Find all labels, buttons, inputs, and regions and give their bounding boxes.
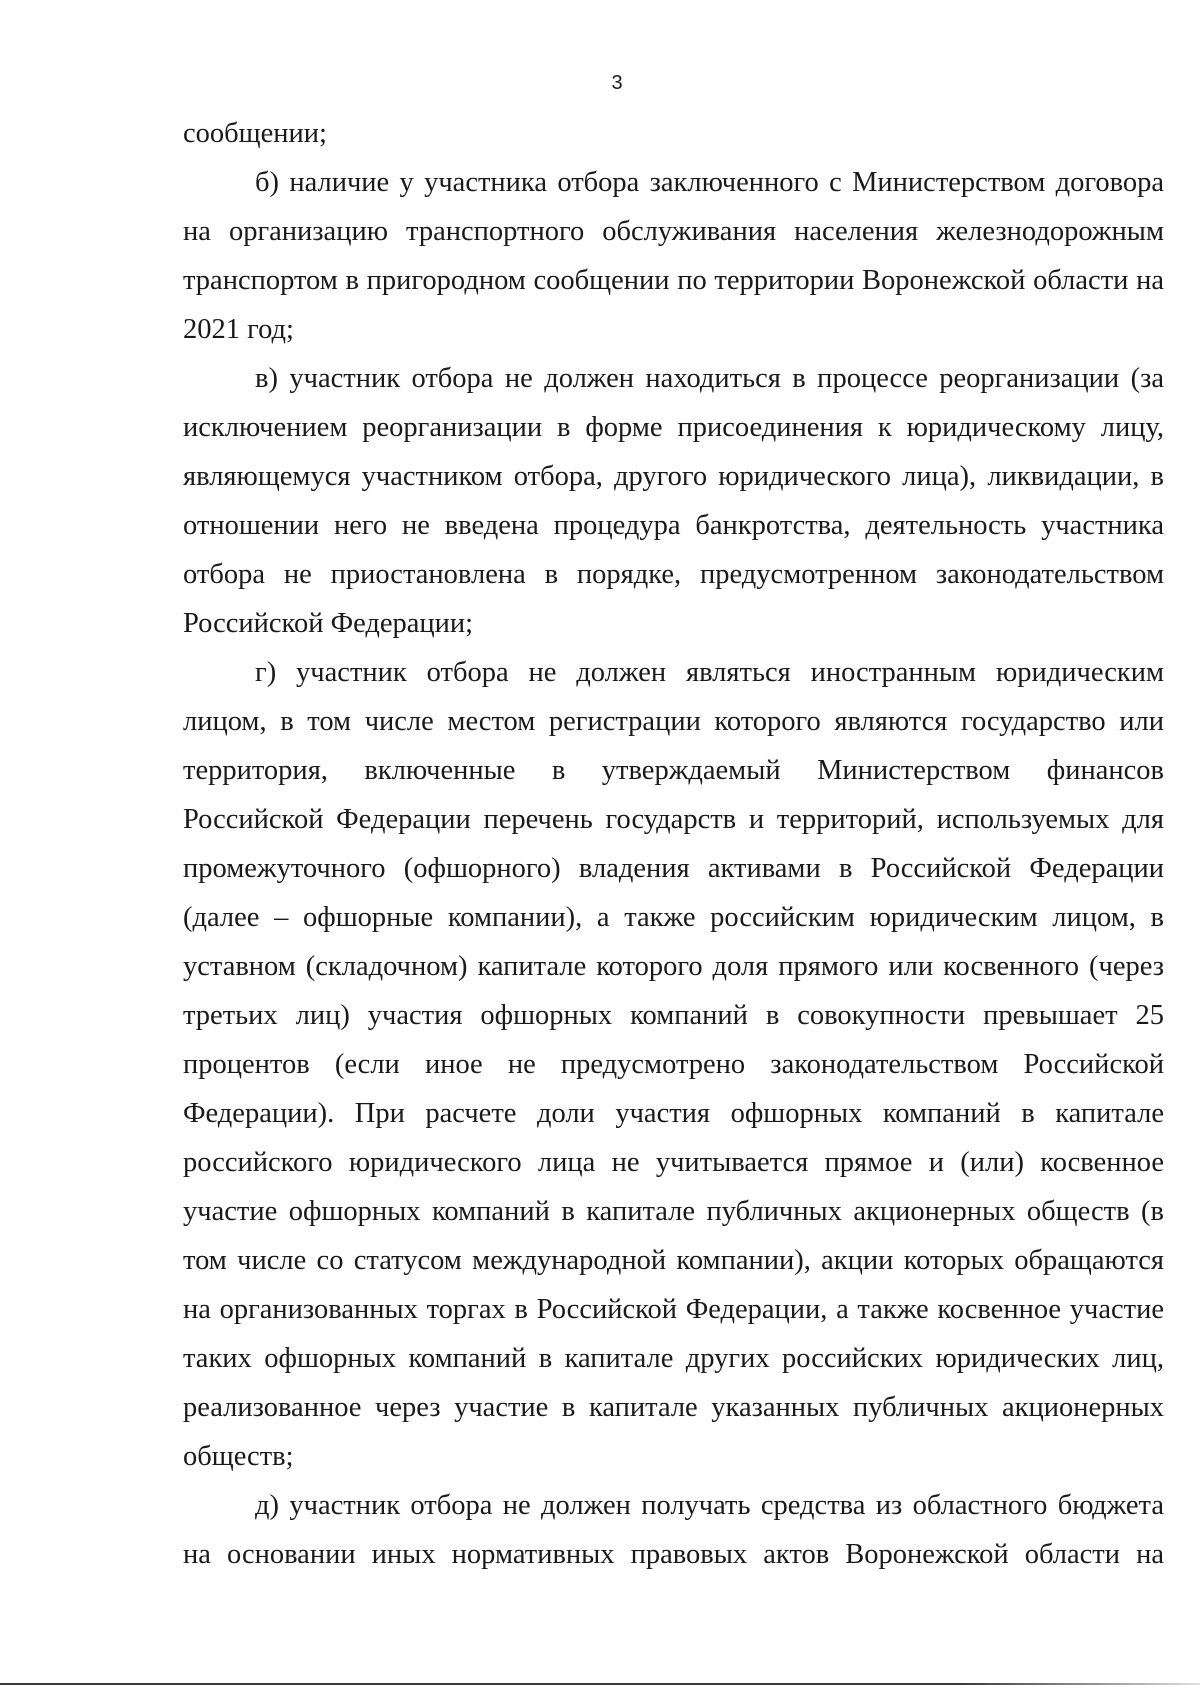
paragraph-item-d: д) участник отбора не должен получать средства из областного бюджета на основании иных нормативных правовых актов Воронежской области на xyxy=(183,1490,1164,1570)
document-body xyxy=(183,109,1164,1579)
page-number: 3 xyxy=(611,72,623,94)
paragraph-item-g: г) участник отбора не должен являться иностранным юридическим лицом, в том числе местом регистрации которого являются государство или территория, включенные в утверждаемый Министерством финансов Российской Федерации перечень государств и территорий, используемых для промежуточного (офшорного) владения активами в Российской Федерации (далее – офшорные компании), а также российским юридическим лицом, в уставном (складочном) капитале которого доля прямого или косвенного (через третьих лиц) участия офшорных компаний в совокупности превышает 25 процентов (если иное не предусмотрено законодательством Российской Федерации). При расчете доли участия офшорных компаний в капитале российского юридического лица не учитывается прямое и (или) косвенное участие офшорных компаний в капитале публичных акционерных обществ (в том числе со статусом международной компании), акции которых обращаются на организованных торгах в Российской Федерации, а также косвенное участие таких офшорных компаний в капитале других российских юридических лиц, реализованное через участие в капитале указанных публичных акционерных обществ; xyxy=(183,657,1164,1472)
scan-edge-line xyxy=(0,1683,1200,1685)
paragraph-continuation: сообщении; xyxy=(183,118,327,149)
paragraph-item-v: в) участник отбора не должен находиться в процессе реорганизации (за исключением реорганизации в форме присоединения к юридическому лицу, являющемуся участником отбора, другого юридического лица), ликвидации, в отношении него не введена процедура банкротства, деятельность участника отбора не приостановлена в порядке, предусмотренном законодательством Российской Федерации; xyxy=(183,363,1164,639)
paragraph-item-b: б) наличие у участника отбора заключенного с Министерством договора на организацию транспортного обслуживания населения железнодорожным транспортом в пригородном сообщении по территории Воронежской области на 2021 год; xyxy=(183,167,1164,345)
